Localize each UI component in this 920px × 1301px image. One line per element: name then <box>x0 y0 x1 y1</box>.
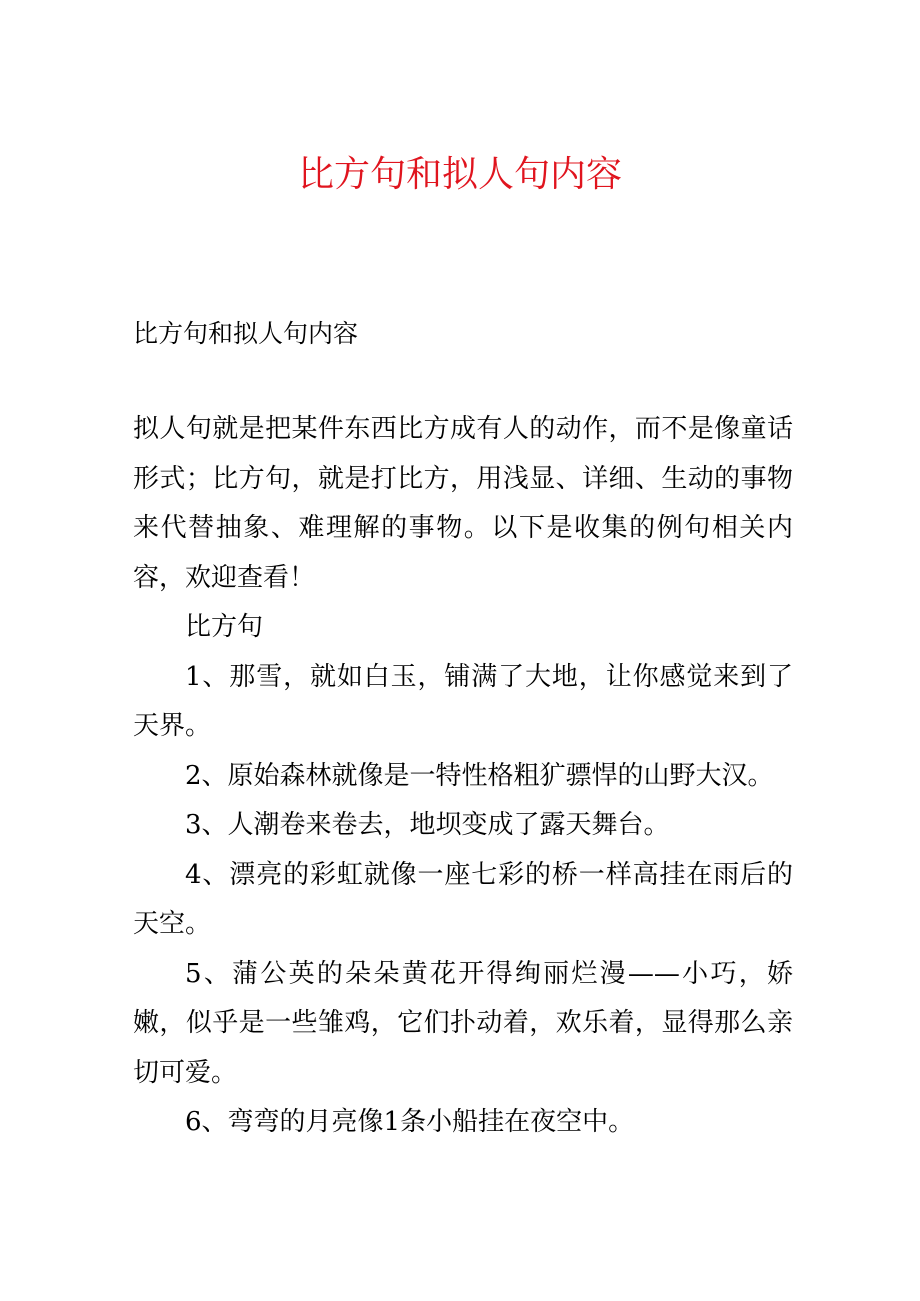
list-item: 6、弯弯的月亮像1条小船挂在夜空中。 <box>185 1107 635 1137</box>
list-item: 2、原始森林就像是一特性格粗犷骠悍的山野大汉。 <box>185 760 774 791</box>
intro-paragraph: 拟人句就是把某件东西比方成有人的动作，而不是像童话形式；比方句，就是打比方，用浅显、详细、生动的事物来代替抽象、难理解的事物。以下是收集的例句相关内容，欢迎查看！ <box>133 414 793 593</box>
section-heading: 比方句 <box>185 612 264 642</box>
list-item: 1、那雪，就如白玉，铺满了大地，让你感觉来到了天界。 <box>133 661 793 741</box>
document-body <box>133 405 793 1148</box>
document-subtitle: 比方句和拟人句内容 <box>133 319 359 348</box>
list-item: 4、漂亮的彩虹就像一座七彩的桥一样高挂在雨后的天空。 <box>133 859 793 939</box>
list-item: 3、人潮卷来卷去，地坝变成了露天舞台。 <box>185 810 670 840</box>
list-item: 5、蒲公英的朵朵黄花开得绚丽烂漫——小巧，娇嫩，似乎是一些雏鸡，它们扑动着，欢乐着，显得那么亲切可爱。 <box>133 958 793 1088</box>
document-title: 比方句和拟人句内容 <box>297 154 622 195</box>
